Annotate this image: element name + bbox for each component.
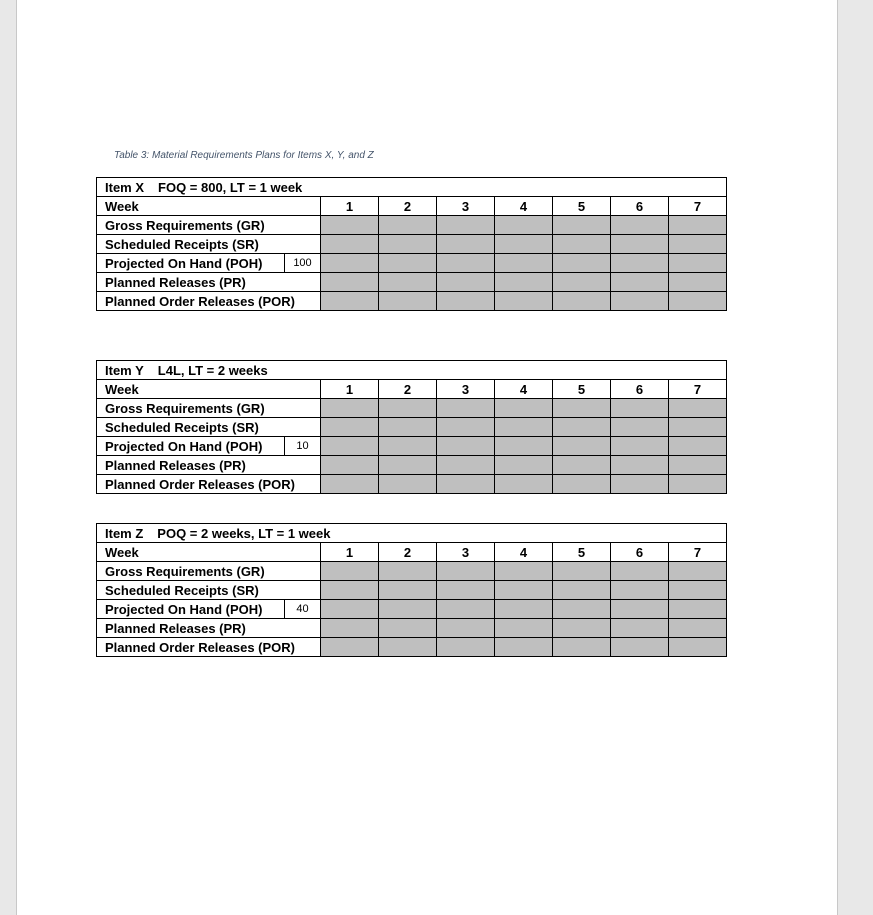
week-number: 3 [437,380,495,399]
week-number: 1 [321,543,379,562]
row-label-sr: Scheduled Receipts (SR) [97,235,321,254]
mrp-table-item-z [96,523,727,657]
mrp-cell[interactable] [669,292,727,311]
table-title [97,361,727,380]
mrp-cell[interactable] [611,638,669,657]
week-header-row [97,380,727,399]
mrp-cell[interactable] [553,638,611,657]
row-label-por: Planned Order Releases (POR) [97,292,321,311]
mrp-cell[interactable] [553,619,611,638]
mrp-cell[interactable] [611,235,669,254]
mrp-cell[interactable] [379,418,437,437]
mrp-cell[interactable] [553,235,611,254]
week-number: 4 [495,380,553,399]
item-policy: POQ = 2 weeks, LT = 1 week [157,525,331,541]
mrp-cell[interactable] [437,619,495,638]
row-label-gr: Gross Requirements (GR) [97,216,321,235]
mrp-cell[interactable] [611,399,669,418]
week-number: 2 [379,197,437,216]
mrp-cell[interactable] [321,562,379,581]
mrp-cell[interactable] [321,399,379,418]
mrp-cell[interactable] [669,399,727,418]
mrp-row-poh [97,600,727,619]
mrp-cell[interactable] [379,638,437,657]
mrp-cell[interactable] [379,581,437,600]
mrp-cell[interactable] [553,562,611,581]
mrp-cell[interactable] [379,216,437,235]
week-number: 5 [553,380,611,399]
mrp-cell[interactable] [669,475,727,494]
mrp-cell[interactable] [437,273,495,292]
row-label-sr: Scheduled Receipts (SR) [97,581,321,600]
mrp-cell[interactable] [437,235,495,254]
mrp-cell[interactable] [437,216,495,235]
row-label-poh: Projected On Hand (POH) [97,437,285,456]
mrp-row-por [97,292,727,311]
mrp-cell[interactable] [321,273,379,292]
item-policy: FOQ = 800, LT = 1 week [158,179,303,195]
mrp-cell[interactable] [321,292,379,311]
mrp-cell[interactable] [321,638,379,657]
week-number: 7 [669,380,727,399]
mrp-row-pr [97,619,727,638]
mrp-cell[interactable] [437,437,495,456]
row-label-poh: Projected On Hand (POH) [97,254,285,273]
table-caption: Table 3: Material Requirements Plans for Items X, Y, and Z [114,150,374,161]
mrp-cell[interactable] [495,292,553,311]
mrp-table-item-y [96,360,727,494]
mrp-cell[interactable] [553,456,611,475]
mrp-cell[interactable] [611,475,669,494]
mrp-row-por [97,638,727,657]
mrp-cell[interactable] [495,456,553,475]
mrp-cell[interactable] [553,399,611,418]
mrp-cell[interactable] [495,562,553,581]
mrp-cell[interactable] [379,437,437,456]
mrp-table-item-x [96,177,727,311]
mrp-cell[interactable] [321,437,379,456]
mrp-row-sr [97,235,727,254]
mrp-cell[interactable] [379,235,437,254]
mrp-cell[interactable] [495,399,553,418]
poh-initial-value: 100 [285,254,321,273]
mrp-cell[interactable] [611,437,669,456]
mrp-cell[interactable] [437,418,495,437]
item-name: Item X [105,179,145,195]
mrp-cell[interactable] [321,475,379,494]
table-title [97,178,727,197]
row-label-pr: Planned Releases (PR) [97,456,321,475]
week-label: Week [97,543,321,562]
row-label-pr: Planned Releases (PR) [97,619,321,638]
mrp-cell[interactable] [611,292,669,311]
mrp-cell[interactable] [611,562,669,581]
mrp-cell[interactable] [495,273,553,292]
week-number: 3 [437,197,495,216]
week-label: Week [97,197,321,216]
mrp-cell[interactable] [495,475,553,494]
week-number: 7 [669,197,727,216]
mrp-cell[interactable] [379,475,437,494]
item-name: Item Z [105,525,144,541]
mrp-cell[interactable] [379,600,437,619]
week-number: 2 [379,543,437,562]
mrp-cell[interactable] [495,638,553,657]
week-header-row [97,197,727,216]
mrp-cell[interactable] [611,619,669,638]
mrp-row-sr [97,418,727,437]
mrp-row-pr [97,273,727,292]
mrp-cell[interactable] [495,235,553,254]
mrp-row-pr [97,456,727,475]
mrp-cell[interactable] [379,292,437,311]
row-label-gr: Gross Requirements (GR) [97,399,321,418]
mrp-cell[interactable] [379,456,437,475]
mrp-cell[interactable] [611,418,669,437]
week-number: 3 [437,543,495,562]
mrp-cell[interactable] [611,216,669,235]
mrp-cell[interactable] [669,456,727,475]
mrp-cell[interactable] [379,619,437,638]
mrp-cell[interactable] [321,418,379,437]
table-title [97,524,727,543]
mrp-cell[interactable] [321,456,379,475]
mrp-cell[interactable] [553,600,611,619]
mrp-cell[interactable] [495,418,553,437]
mrp-cell[interactable] [437,399,495,418]
mrp-cell[interactable] [669,638,727,657]
mrp-cell[interactable] [321,254,379,273]
mrp-cell[interactable] [669,418,727,437]
mrp-cell[interactable] [553,581,611,600]
mrp-cell[interactable] [611,581,669,600]
mrp-cell[interactable] [437,254,495,273]
mrp-cell[interactable] [321,216,379,235]
mrp-cell[interactable] [321,581,379,600]
mrp-cell[interactable] [669,216,727,235]
week-number: 7 [669,543,727,562]
row-label-por: Planned Order Releases (POR) [97,475,321,494]
mrp-cell[interactable] [437,475,495,494]
mrp-cell[interactable] [321,235,379,254]
week-number: 2 [379,380,437,399]
table-title-row [97,361,727,380]
week-number: 1 [321,197,379,216]
mrp-cell[interactable] [669,235,727,254]
mrp-cell[interactable] [553,216,611,235]
week-label: Week [97,380,321,399]
mrp-cell[interactable] [321,600,379,619]
poh-initial-value: 10 [285,437,321,456]
mrp-cell[interactable] [379,273,437,292]
item-name: Item Y [105,362,144,378]
item-policy: L4L, LT = 2 weeks [157,362,268,378]
week-number: 6 [611,543,669,562]
row-label-por: Planned Order Releases (POR) [97,638,321,657]
table-title-row [97,524,727,543]
mrp-cell[interactable] [495,254,553,273]
mrp-cell[interactable] [669,254,727,273]
mrp-cell[interactable] [437,638,495,657]
mrp-cell[interactable] [669,581,727,600]
mrp-row-gr [97,562,727,581]
row-label-gr: Gross Requirements (GR) [97,562,321,581]
mrp-cell[interactable] [437,600,495,619]
week-number: 5 [553,543,611,562]
mrp-cell[interactable] [553,437,611,456]
mrp-cell[interactable] [495,216,553,235]
mrp-row-por [97,475,727,494]
mrp-cell[interactable] [669,562,727,581]
mrp-cell[interactable] [669,600,727,619]
week-number: 6 [611,197,669,216]
mrp-cell[interactable] [379,562,437,581]
poh-initial-value: 40 [285,600,321,619]
mrp-cell[interactable] [669,273,727,292]
week-number: 4 [495,543,553,562]
mrp-cell[interactable] [437,292,495,311]
mrp-cell[interactable] [553,292,611,311]
mrp-cell[interactable] [379,399,437,418]
row-label-poh: Projected On Hand (POH) [97,600,285,619]
mrp-row-poh [97,437,727,456]
week-number: 1 [321,380,379,399]
mrp-cell[interactable] [495,600,553,619]
mrp-cell[interactable] [611,254,669,273]
mrp-cell[interactable] [379,254,437,273]
mrp-cell[interactable] [495,437,553,456]
mrp-cell[interactable] [553,475,611,494]
mrp-cell[interactable] [611,456,669,475]
mrp-cell[interactable] [437,562,495,581]
mrp-cell[interactable] [669,619,727,638]
mrp-cell[interactable] [495,619,553,638]
mrp-cell[interactable] [437,456,495,475]
mrp-cell[interactable] [669,437,727,456]
mrp-cell[interactable] [553,273,611,292]
mrp-cell[interactable] [611,600,669,619]
week-number: 4 [495,197,553,216]
week-number: 6 [611,380,669,399]
mrp-cell[interactable] [553,254,611,273]
mrp-row-gr [97,399,727,418]
week-number: 5 [553,197,611,216]
mrp-row-sr [97,581,727,600]
mrp-cell[interactable] [495,581,553,600]
mrp-cell[interactable] [321,619,379,638]
row-label-sr: Scheduled Receipts (SR) [97,418,321,437]
table-title-row [97,178,727,197]
week-header-row [97,543,727,562]
row-label-pr: Planned Releases (PR) [97,273,321,292]
mrp-row-poh [97,254,727,273]
mrp-cell[interactable] [611,273,669,292]
mrp-row-gr [97,216,727,235]
mrp-cell[interactable] [553,418,611,437]
mrp-cell[interactable] [437,581,495,600]
